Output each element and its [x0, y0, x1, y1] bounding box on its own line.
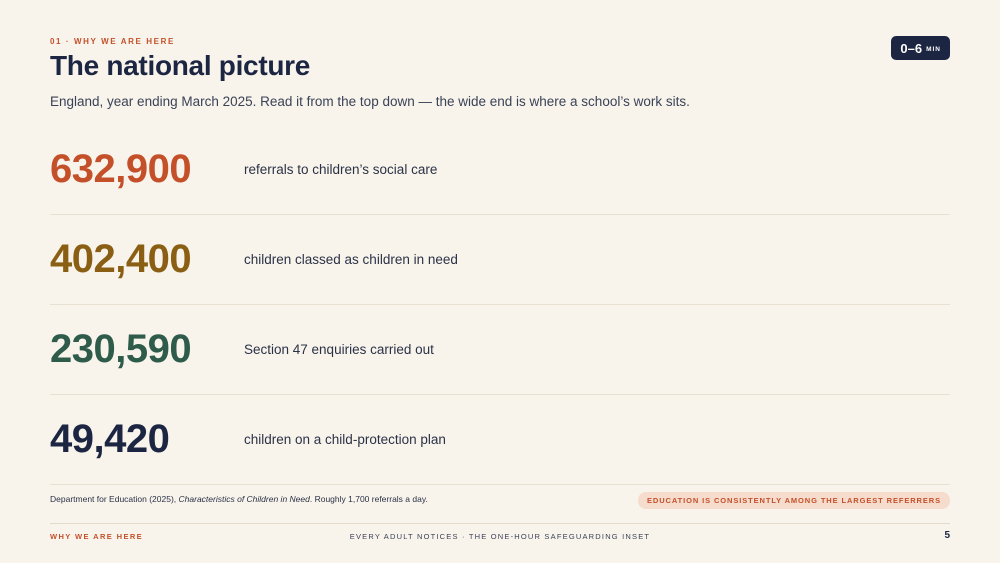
page-subtitle: England, year ending March 2025. Read it from the top down — the wide end is where a school’s work sits. — [50, 94, 690, 109]
stat-value: 632,900 — [50, 147, 192, 191]
time-badge — [891, 36, 950, 60]
stat-row — [50, 395, 950, 485]
stat-label: children classed as children in need — [244, 252, 458, 267]
stat-row — [50, 305, 950, 395]
footer-divider — [50, 523, 950, 524]
stat-row — [50, 125, 950, 215]
source-footnote — [50, 494, 428, 504]
stat-value: 230,590 — [50, 327, 192, 371]
stat-label: children on a child-protection plan — [244, 432, 446, 447]
stat-value: 402,400 — [50, 237, 192, 281]
footnote-source: Department for Education (2025), — [50, 494, 179, 504]
footnote-note: . Roughly 1,700 referrals a day. — [309, 494, 428, 504]
footnote-publication: Characteristics of Children in Need — [178, 494, 310, 504]
section-eyebrow: 01 · WHY WE ARE HERE — [50, 37, 175, 46]
time-badge-unit: MIN — [926, 46, 941, 53]
callout-pill: EDUCATION IS CONSISTENTLY AMONG THE LARGEST REFERRERS — [638, 492, 950, 509]
stat-label: Section 47 enquiries carried out — [244, 342, 434, 357]
stat-row — [50, 215, 950, 305]
stat-value: 49,420 — [50, 417, 170, 461]
footer-section-label: WHY WE ARE HERE — [50, 532, 144, 541]
page-number: 5 — [944, 530, 950, 541]
footer-course-title: EVERY ADULT NOTICES · THE ONE-HOUR SAFEGUARDING INSET — [349, 532, 651, 541]
stats-list — [50, 125, 950, 485]
stat-label: referrals to children’s social care — [244, 162, 438, 177]
time-badge-value: 0–6 — [900, 40, 923, 56]
page-title: The national picture — [50, 50, 311, 81]
